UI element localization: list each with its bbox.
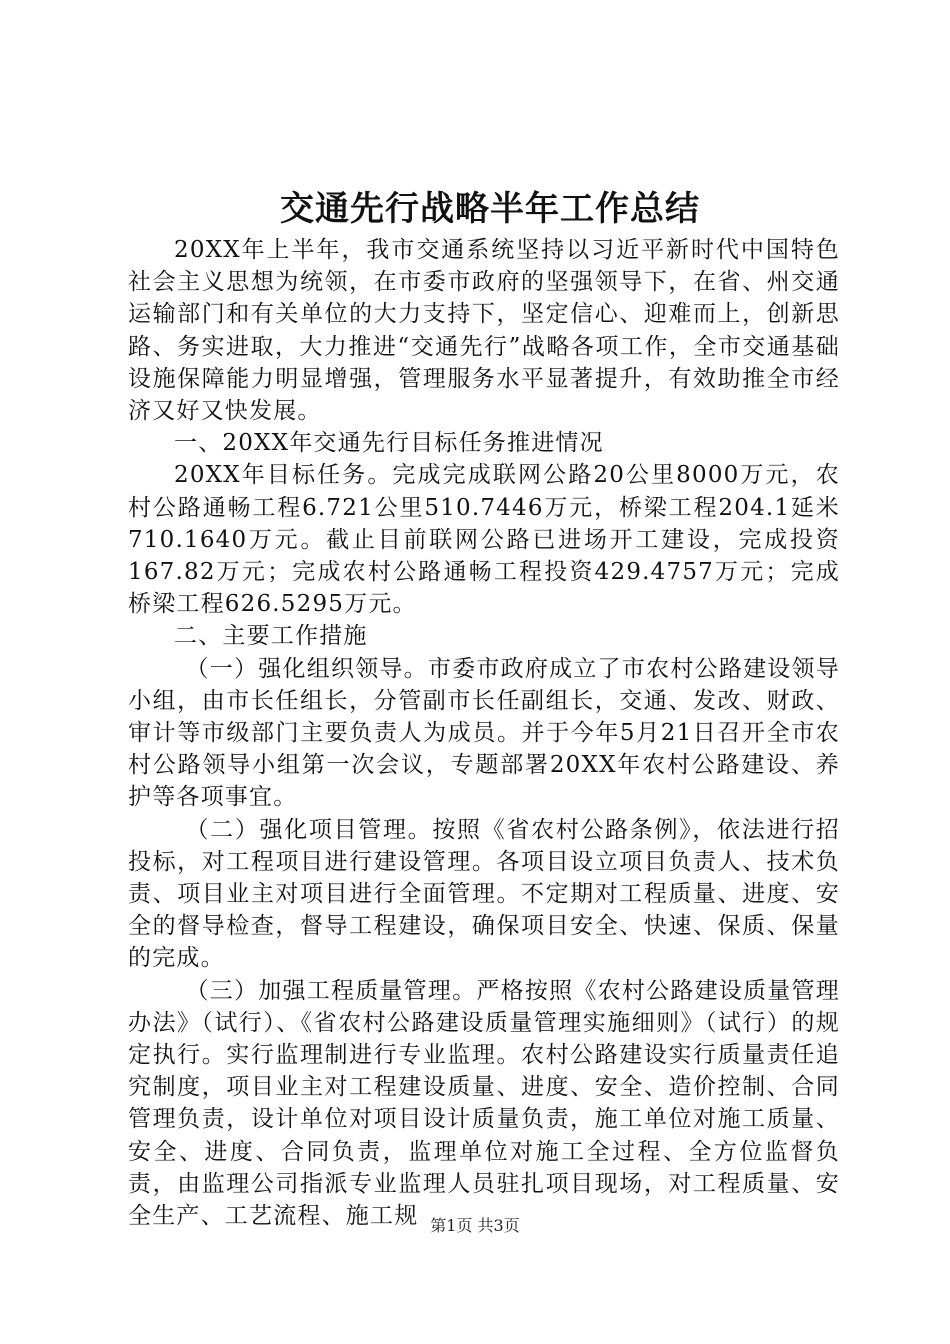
paragraph-measure-3: （三）加强工程质量管理。严格按照《农村公路建设质量管理办法》（试行）、《省农村公路建设质量管理实施细则》（试行）的规定执行。实行监理制进行专业监理。农村公路建设实行质量责任追究制度，项目业主对工程建设质量、进度、安全、造价控制、合同管理负责，设计单位对项目设计质量负责，施工单位对施工质量、安全、进度、合同负责，监理单位对施工全过程、全方位监督负责，由监理公司指派专业监理人员驻扎项目现场，对工程质量、安全生产、工艺流程、施工规: [128, 977, 840, 1230]
paragraph-targets: 20XX年目标任务。完成完成联网公路20公里8000万元，农村公路通畅工程6.721公里510.7446万元，桥梁工程204.1延米710.1640万元。截止目前联网公路已进场开工建设，完成投资167.82万元；完成农村公路通畅工程投资429.4757万元；完成桥梁工程626.5295万元。: [128, 462, 840, 618]
document-body: [128, 234, 840, 1232]
paragraph-measure-2: （二）强化项目管理。按照《省农村公路条例》，依法进行招投标，对工程项目进行建设管理。各项目设立项目负责人、技术负责、项目业主对项目进行全面管理。不定期对工程质量、进度、安全的督导检查，督导工程建设，确保项目安全、快速、保质、保量的完成。: [128, 816, 840, 972]
page-number-footer: 第1页 共3页: [430, 1216, 520, 1235]
document-title: 交通先行战略半年工作总结: [280, 189, 700, 229]
paragraph-measure-1: （一）强化组织领导。市委市政府成立了市农村公路建设领导小组，由市长任组长，分管副市长任副组长，交通、发改、财政、审计等市级部门主要负责人为成员。并于今年5月21日召开全市农村公路领导小组第一次会议，专题部署20XX年农村公路建设、养护等各项事宜。: [128, 655, 840, 811]
section-heading-1: 一、20XX年交通先行目标任务推进情况: [174, 430, 604, 457]
paragraph-intro: 20XX年上半年，我市交通系统坚持以习近平新时代中国特色社会主义思想为统领，在市委市政府的坚强领导下，在省、州交通运输部门和有关单位的大力支持下，坚定信心、迎难而上，创新思路、务实进取，大力推进“交通先行”战略各项工作，全市交通基础设施保障能力明显增强，管理服务水平显著提升，有效助推全市经济又好又快发展。: [128, 237, 840, 425]
section-heading-2: 二、主要工作措施: [174, 623, 368, 650]
